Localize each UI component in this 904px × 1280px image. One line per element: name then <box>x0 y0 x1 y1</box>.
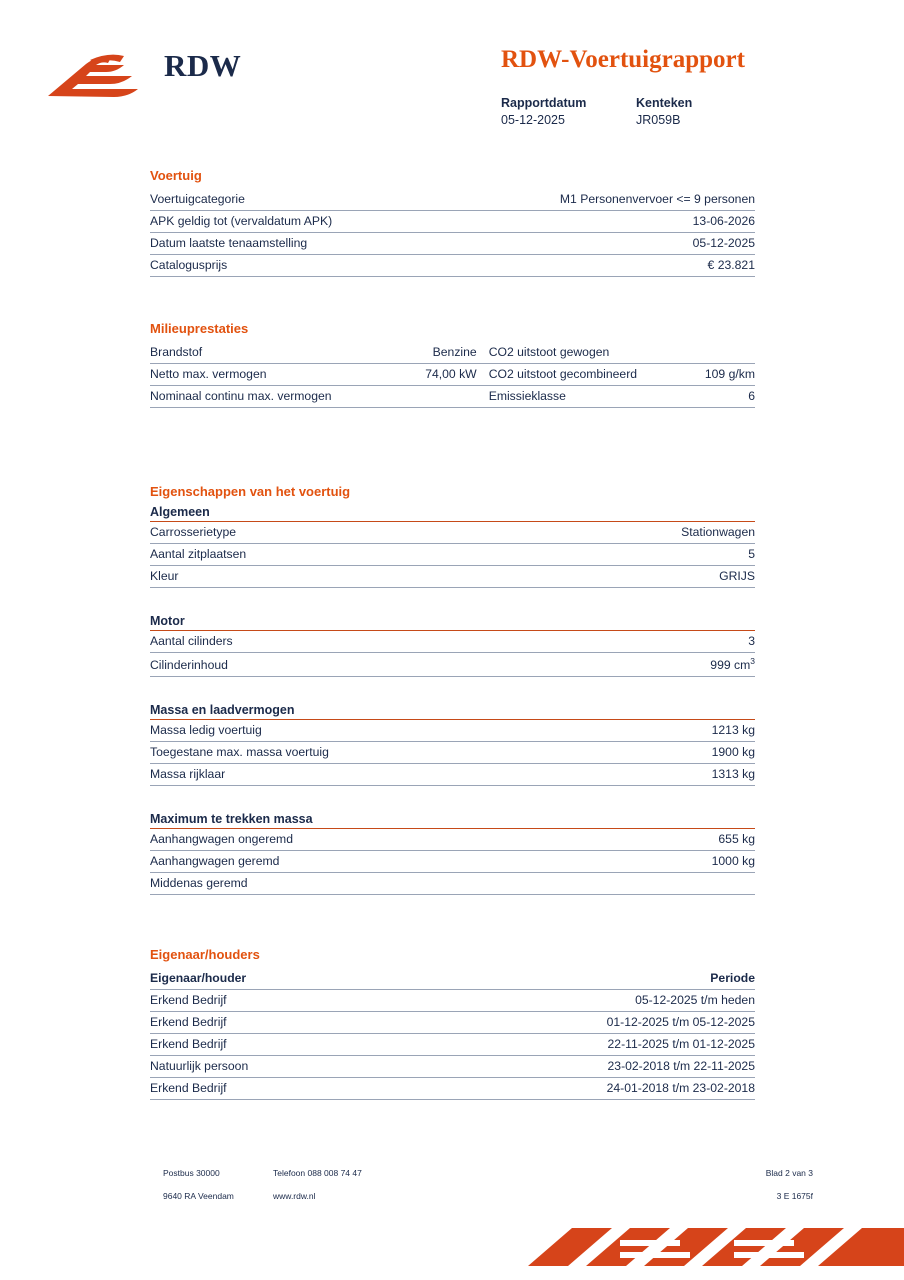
table-row <box>150 873 755 895</box>
table-row <box>150 255 755 277</box>
period-cell: 22-11-2025 t/m 01-12-2025 <box>391 1034 755 1056</box>
row-label: Aanhangwagen geremd <box>150 851 614 873</box>
footer-line-1 <box>163 1168 813 1178</box>
voertuig-table <box>150 189 755 277</box>
page-title: RDW-Voertuigrapport <box>501 46 745 73</box>
spacer <box>150 677 755 703</box>
rdw-bottom-stripe-graphic <box>520 1220 904 1280</box>
row-value <box>614 873 755 895</box>
table-row <box>150 522 755 544</box>
row-label: Aanhangwagen ongeremd <box>150 829 614 851</box>
spacer <box>150 786 755 812</box>
group-title-motor: Motor <box>150 614 185 628</box>
algemeen-table <box>150 521 755 588</box>
row-label: Massa ledig voertuig <box>150 720 637 742</box>
section-eigenaar <box>150 947 755 1100</box>
owner-cell: Natuurlijk persoon <box>150 1056 391 1078</box>
row-value <box>368 386 477 408</box>
owner-cell: Erkend Bedrijf <box>150 990 391 1012</box>
table-row <box>150 386 755 408</box>
row-value: M1 Personenvervoer <= 9 personen <box>442 189 755 211</box>
table-row <box>150 544 755 566</box>
plate-value: JR059B <box>636 113 681 127</box>
row-label: APK geldig tot (vervaldatum APK) <box>150 211 442 233</box>
row-value: 655 kg <box>614 829 755 851</box>
row-label: Massa rijklaar <box>150 764 637 786</box>
row-value: Benzine <box>368 342 477 364</box>
table-row <box>150 233 755 255</box>
period-cell: 01-12-2025 t/m 05-12-2025 <box>391 1012 755 1034</box>
column-header-owner: Eigenaar/houder <box>150 968 391 990</box>
owner-cell: Erkend Bedrijf <box>150 1012 391 1034</box>
rdw-wordmark: RDW <box>164 48 242 83</box>
column-header-period: Periode <box>391 968 755 990</box>
row-value: 3 <box>543 631 755 653</box>
footer-form-code: 3 E 1675f <box>776 1191 813 1201</box>
footer-line-2 <box>163 1191 813 1201</box>
group-title-massa: Massa en laadvermogen <box>150 703 295 718</box>
table-row <box>150 742 755 764</box>
row-label: Aantal zitplaatsen <box>150 544 492 566</box>
report-date-label: Rapportdatum <box>501 96 587 110</box>
row-label: Cilinderinhoud <box>150 653 543 677</box>
table-row <box>150 631 755 653</box>
rdw-logo <box>46 36 306 106</box>
eigenaar-table <box>150 968 755 1100</box>
owner-cell: Erkend Bedrijf <box>150 1034 391 1056</box>
table-row <box>150 829 755 851</box>
plate-label: Kenteken <box>636 96 693 110</box>
document-header <box>46 28 858 158</box>
spacer <box>150 588 755 614</box>
section-milieuprestaties-title: Milieuprestaties <box>150 321 249 336</box>
table-row <box>150 764 755 786</box>
section-eigenschappen-title: Eigenschappen van het voertuig <box>150 484 351 499</box>
table-header-row <box>150 968 755 990</box>
row-label: Kleur <box>150 566 492 588</box>
table-row <box>150 211 755 233</box>
table-row <box>150 1034 755 1056</box>
footer-postbus: Postbus 30000 <box>163 1168 220 1178</box>
report-meta <box>501 96 831 127</box>
table-row <box>150 851 755 873</box>
table-row <box>150 1078 755 1100</box>
period-cell: 05-12-2025 t/m heden <box>391 990 755 1012</box>
row-value: 5 <box>492 544 755 566</box>
owner-cell: Erkend Bedrijf <box>150 1078 391 1100</box>
footer-website: www.rdw.nl <box>273 1191 316 1201</box>
row-value: Stationwagen <box>492 522 755 544</box>
row-label: Datum laatste tenaamstelling <box>150 233 442 255</box>
group-title-trekken: Maximum te trekken massa <box>150 812 313 827</box>
row-label-2: CO2 uitstoot gecombineerd <box>477 364 665 386</box>
section-eigenschappen <box>150 484 755 895</box>
row-label: Middenas geremd <box>150 873 614 895</box>
row-label: Carrosserietype <box>150 522 492 544</box>
motor-table <box>150 630 755 677</box>
table-row <box>150 990 755 1012</box>
period-cell: 23-02-2018 t/m 22-11-2025 <box>391 1056 755 1078</box>
section-eigenaar-title: Eigenaar/houders <box>150 947 260 963</box>
row-value <box>543 653 755 677</box>
row-value-2: 6 <box>664 386 755 408</box>
massa-table <box>150 719 755 786</box>
row-value: 13-06-2026 <box>442 211 755 233</box>
table-row <box>150 189 755 211</box>
row-label: Catalogusprijs <box>150 255 442 277</box>
spacer <box>150 281 755 321</box>
row-label: Aantal cilinders <box>150 631 543 653</box>
row-value: 74,00 kW <box>368 364 477 386</box>
row-label: Netto max. vermogen <box>150 364 368 386</box>
group-title-algemeen: Algemeen <box>150 505 210 519</box>
row-label: Voertuigcategorie <box>150 189 442 211</box>
section-voertuig <box>150 168 755 277</box>
footer-phone: Telefoon 088 008 74 47 <box>273 1168 362 1178</box>
row-label: Toegestane max. massa voertuig <box>150 742 637 764</box>
row-value-superscript: 3 <box>750 656 755 666</box>
footer-city: 9640 RA Veendam <box>163 1191 234 1201</box>
footer-page-number: Blad 2 van 3 <box>765 1168 813 1178</box>
row-value: GRIJS <box>492 566 755 588</box>
section-milieuprestaties <box>150 321 755 408</box>
row-value: 1213 kg <box>637 720 755 742</box>
period-cell: 24-01-2018 t/m 23-02-2018 <box>391 1078 755 1100</box>
row-value-2 <box>664 342 755 364</box>
row-value-text: 999 cm <box>710 658 751 673</box>
row-value: 1313 kg <box>637 764 755 786</box>
trekken-massa-table <box>150 828 755 895</box>
row-value: 1000 kg <box>614 851 755 873</box>
document-body <box>150 168 755 1104</box>
row-label: Nominaal continu max. vermogen <box>150 386 368 408</box>
table-row <box>150 1056 755 1078</box>
table-row <box>150 1012 755 1034</box>
row-label-2: Emissieklasse <box>477 386 665 408</box>
row-value: € 23.821 <box>442 255 755 277</box>
row-label: Brandstof <box>150 342 368 364</box>
report-date-value: 05-12-2025 <box>501 113 565 127</box>
row-value: 05-12-2025 <box>442 233 755 255</box>
row-label-2: CO2 uitstoot gewogen <box>477 342 665 364</box>
table-row <box>150 720 755 742</box>
row-value-2: 109 g/km <box>664 364 755 386</box>
row-value: 1900 kg <box>637 742 755 764</box>
rdw-swoosh-logo-icon <box>46 52 156 104</box>
milieuprestaties-table <box>150 342 755 408</box>
table-row <box>150 342 755 364</box>
table-row <box>150 653 755 677</box>
table-row <box>150 566 755 588</box>
spacer <box>150 899 755 947</box>
table-row <box>150 364 755 386</box>
document-footer <box>163 1168 813 1214</box>
section-voertuig-title: Voertuig <box>150 168 202 183</box>
spacer <box>150 412 755 484</box>
